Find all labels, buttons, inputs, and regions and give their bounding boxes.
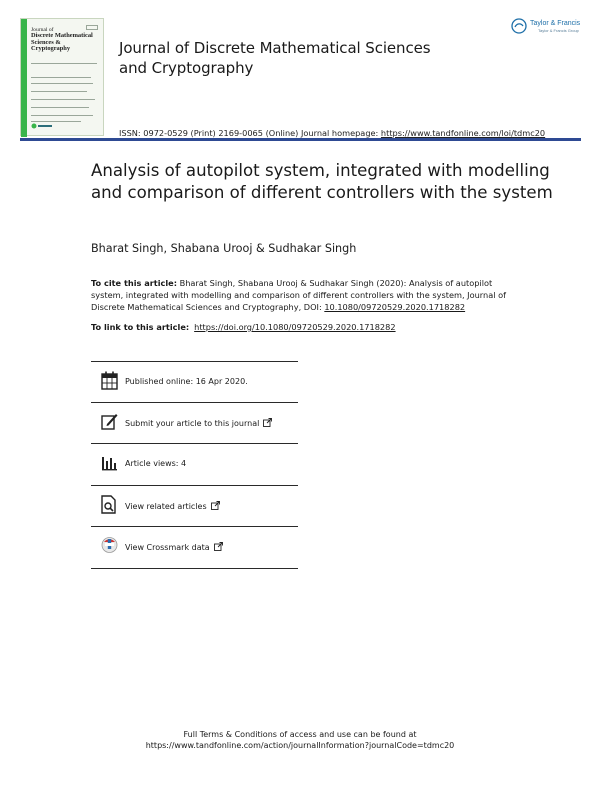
journal-homepage-link[interactable]: https://www.tandfonline.com/loi/tdmc20	[380, 128, 546, 138]
cover-rule	[31, 99, 95, 100]
citation-doi-link[interactable]: 10.1080/09720529.2020.1718282	[324, 302, 466, 312]
terms-footer	[0, 729, 600, 751]
article-authors: Bharat Singh, Shabana Urooj & Sudhakar Singh	[91, 242, 357, 255]
article-doi-link[interactable]: https://doi.org/10.1080/09720529.2020.1718282	[194, 322, 396, 332]
external-link-icon	[214, 542, 223, 551]
taylor-francis-logo[interactable]	[511, 17, 581, 39]
terms-link[interactable]: https://www.tandfonline.com/action/journalInformation?journalCode=tdmc20	[145, 741, 455, 750]
cover-rule	[31, 77, 91, 78]
related-articles-icon	[101, 495, 118, 514]
citation-text: Bharat Singh, Shabana Urooj & Sudhakar Singh (2020): Analysis of autopilot system, integrated with modelling and comparison of different controllers with the system, Journal of Discrete Mathematical Sciences and Cryptography, DOI:	[91, 278, 506, 312]
info-label[interactable]: Submit your article to this journal	[125, 418, 272, 428]
header-divider	[20, 138, 581, 141]
citation-label: To cite this article:	[91, 278, 177, 288]
external-link-icon	[263, 418, 272, 427]
cover-publisher-logo	[31, 123, 53, 129]
issn-text: ISSN: 0972-0529 (Print) 2169-0065 (Online) Journal homepage:	[119, 128, 381, 138]
info-label: Published online: 16 Apr 2020.	[125, 377, 248, 386]
cover-rule	[31, 115, 93, 116]
article-title: Analysis of autopilot system, integrated with modelling and comparison of different controllers with the system	[91, 161, 553, 202]
publisher-logo-subtext: Taylor & Francis Group	[538, 28, 579, 33]
info-label[interactable]: View related articles	[125, 501, 220, 511]
article-link-label: To link to this article:	[91, 322, 190, 332]
article-link-line	[91, 322, 396, 332]
info-row-related[interactable]	[91, 486, 298, 528]
cover-rule	[31, 107, 89, 108]
cover-rule	[31, 83, 93, 84]
cover-green-bar	[21, 19, 27, 137]
article-info-list	[91, 361, 298, 569]
info-row-submit[interactable]	[91, 403, 298, 445]
info-row-crossmark[interactable]	[91, 527, 298, 569]
citation-block	[91, 277, 511, 313]
bar-chart-icon	[101, 453, 118, 472]
submit-edit-icon	[101, 412, 118, 431]
terms-text: Full Terms & Conditions of access and use can be found at	[183, 730, 417, 739]
info-label[interactable]: View Crossmark data	[125, 542, 223, 552]
info-row-views	[91, 444, 298, 486]
issn-line	[119, 128, 545, 138]
publisher-logo-icon	[511, 18, 527, 34]
info-label: Article views: 4	[125, 459, 187, 468]
cover-rule	[31, 63, 97, 64]
cover-rule	[31, 121, 81, 122]
publisher-logo-text: Taylor & Francis	[530, 20, 581, 27]
cover-journal-title: Journal of Discrete Mathematical Sciences & Cryptography	[31, 27, 93, 53]
cover-rule	[31, 91, 87, 92]
external-link-icon	[211, 501, 220, 510]
journal-title[interactable]: Journal of Discrete Mathematical Sciences and Cryptography	[119, 39, 431, 77]
crossmark-icon	[101, 536, 118, 555]
journal-cover-thumbnail	[20, 18, 104, 136]
info-row-published	[91, 361, 298, 403]
calendar-icon	[101, 371, 118, 390]
